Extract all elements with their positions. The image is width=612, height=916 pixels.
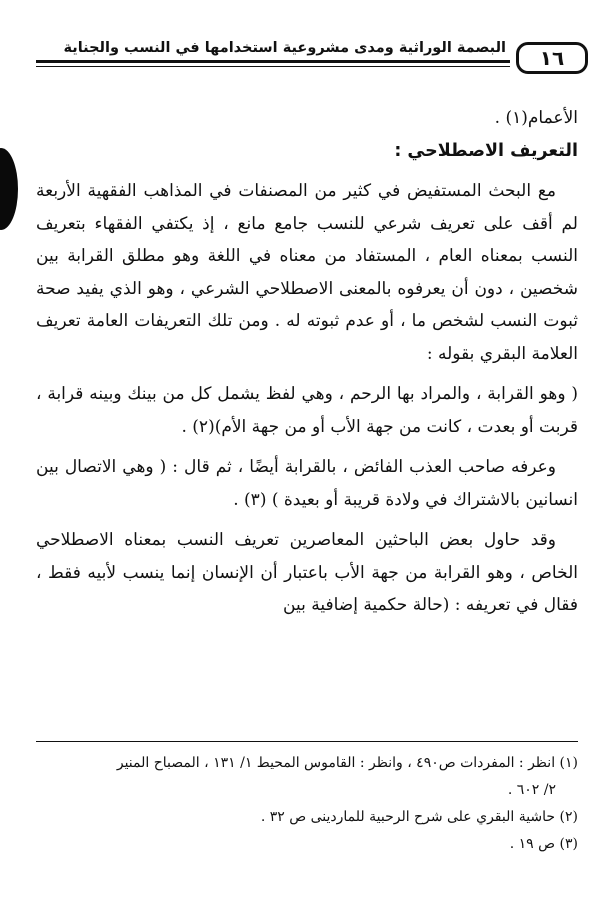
paragraph-2: وعرفه صاحب العذب الفائض ، بالقرابة أيضًا ، ثم قال : ( وهي الاتصال بين انسانين بالاشتراك في ولادة قريبة أو بعيدة ) (٣) . <box>36 457 578 510</box>
quotation-1: ( وهو القرابة ، والمراد بها الرحم ، وهي لفظ يشمل كل من بينك وبينه قرابة ، قربت أو بعدت ، كانت من جهة الأب أو من جهة الأم)(٢) . <box>36 384 578 437</box>
page-header <box>36 38 588 78</box>
page-number: ١٦ <box>516 42 588 74</box>
footnote-3: (٣) ص ١٩ . <box>509 836 578 852</box>
footnote-separator <box>36 741 578 742</box>
header-rule-thin <box>36 66 510 67</box>
continuation-line: الأعمام(١) . <box>494 108 578 128</box>
main-text <box>36 102 578 622</box>
footnote-1-continuation: ٢/ ٦٠٢ . <box>507 782 556 798</box>
footnote-2: (٢) حاشية البقري على شرح الرحبية للماردينى ص ٣٢ . <box>260 809 578 825</box>
paragraph-3: وقد حاول بعض الباحثين المعاصرين تعريف النسب بمعناه الاصطلاحي الخاص ، وهو القرابة من جهة الأب باعتبار أن الإنسان إنما ينسب لأبيه فقط ، فقال في تعريفه : (حالة حكمية إضافية بين <box>36 530 578 615</box>
footnotes <box>36 750 578 858</box>
footnote-1: (١) انظر : المفردات ص٤٩٠ ، وانظر : القاموس المحيط ١/ ١٣١ ، المصباح المنير <box>116 755 578 771</box>
header-rule-thick <box>36 60 510 63</box>
ink-blot <box>0 148 18 230</box>
section-heading: التعريف الاصطلاحي : <box>394 140 578 161</box>
running-title: البصمة الوراثية ومدى مشروعية استخدامها في النسب والجناية <box>63 40 506 56</box>
paragraph-1: مع البحث المستفيض في كثير من المصنفات في المذاهب الفقهية الأربعة لم أقف على تعريف شرعي للنسب جامع مانع ، إذ يكتفي الفقهاء بتعريف النسب بمعناه العام ، المستفاد من معناه في اللغة وهو مطلق القرابة بين شخصين ، دون أن يعرفوه بالمعنى الاصطلاحي الشرعي ، وهو الذي يفيد صحة ثبوت النسب لشخص ما ، أو عدم ثبوته له . ومن تلك التعريفات العامة تعريف العلامة البقري بقوله : <box>36 181 578 364</box>
